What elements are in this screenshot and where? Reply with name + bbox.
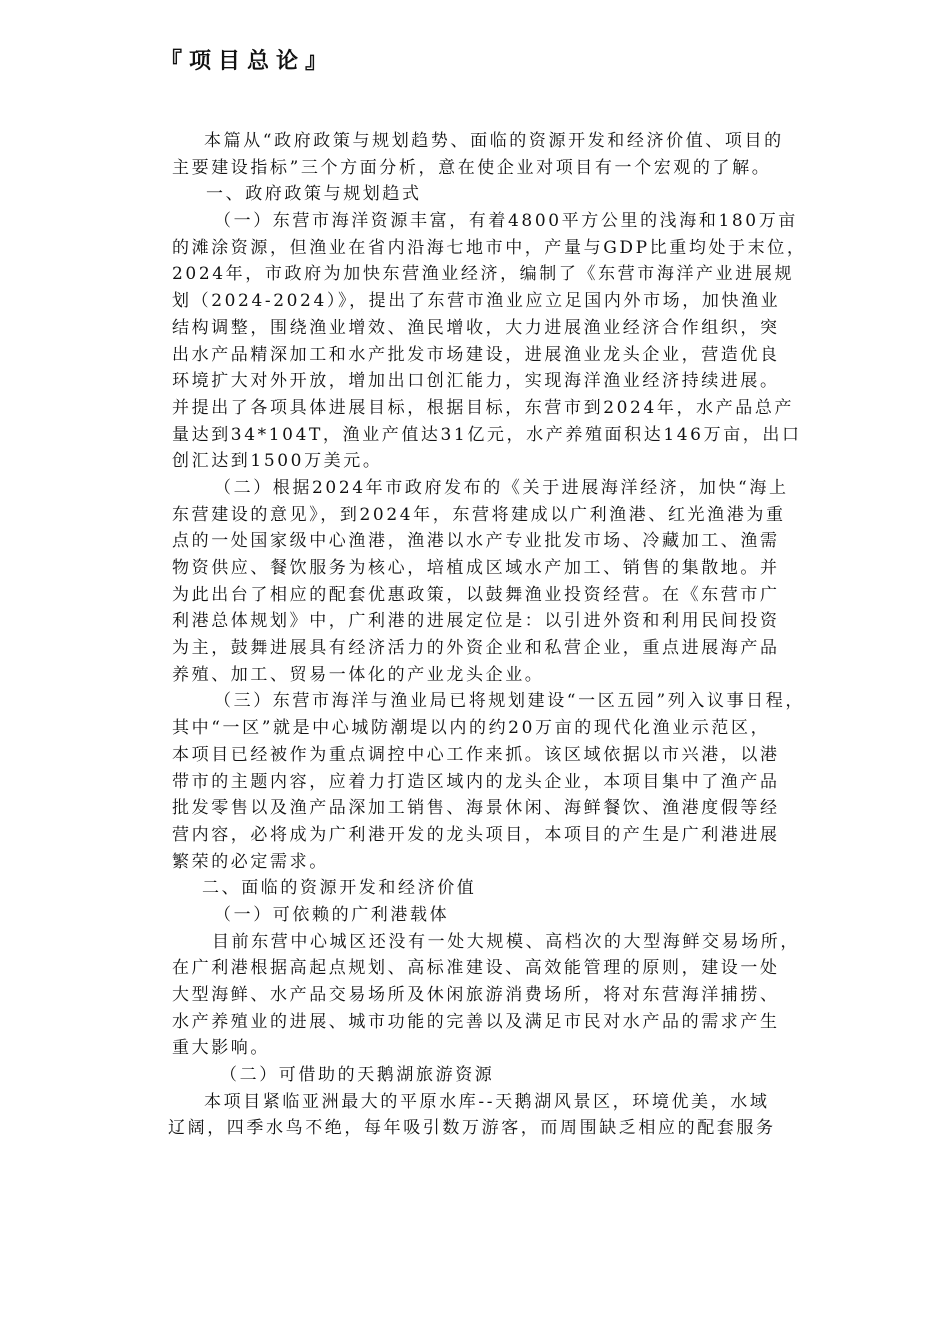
text-line: 并提出了各项具体进展目标，根据目标，东营市到2024年，水产品总产	[172, 397, 795, 418]
text-line: 水产养殖业的进展、城市功能的完善以及满足市民对水产品的需求产生	[172, 1011, 780, 1032]
text-line: 带市的主题内容，应着力打造区域内的龙头企业，本项目集中了渔产品	[172, 771, 780, 792]
subsection-heading: （一）可依赖的广利港载体	[214, 904, 450, 925]
text-line: 在广利港根据高起点规划、高标准建设、高效能管理的原则，建设一处	[172, 958, 780, 979]
text-line: 本项目紧临亚洲最大的平原水库--天鹅湖风景区，环境优美，水域	[204, 1091, 770, 1112]
text-line: 养殖、加工、贸易一体化的产业龙头企业。	[172, 664, 545, 685]
text-line: 营内容，必将成为广利港开发的龙头项目，本项目的产生是广利港进展	[172, 824, 780, 845]
text-line: 点的一处国家级中心渔港，渔港以水产专业批发市场、冷藏加工、渔需	[172, 531, 780, 552]
text-line: 的滩涂资源，但渔业在省内沿海七地市中，产量与GDP比重均处于末位，	[172, 237, 807, 258]
text-line: 2024年，市政府为加快东营渔业经济，编制了《东营市海洋产业进展规	[172, 264, 795, 285]
text-line: 繁荣的必定需求。	[172, 851, 329, 872]
text-line: 物资供应、餐饮服务为核心，培植成区域水产加工、销售的集散地。并	[172, 558, 780, 578]
text-line: 批发零售以及渔产品深加工销售、海景休闲、海鲜餐饮、渔港度假等经	[172, 798, 780, 819]
text-line: 本项目已经被作为重点调控中心工作来抓。该区域依据以市兴港，以港	[172, 744, 780, 765]
text-line: 为此出台了相应的配套优惠政策，以鼓舞渔业投资经营。在《东营市广	[172, 584, 780, 605]
text-line: 创汇达到1500万美元。	[172, 451, 383, 472]
section-heading: 二、面临的资源开发和经济价值	[202, 878, 477, 899]
text-line: 出水产品精深加工和水产批发市场建设，进展渔业龙头企业，营造优良	[172, 344, 780, 365]
text-line: （三）东营市海洋与渔业局已将规划建设“一区五园”列入议事日程，	[214, 691, 805, 712]
text-line: 为主，鼓舞进展具有经济活力的外资企业和私营企业，重点进展海产品	[172, 638, 780, 659]
text-line: 利港总体规划》中，广利港的进展定位是：以引进外资和利用民间投资	[172, 611, 780, 632]
text-line: 重大影响。	[172, 1038, 270, 1059]
text-line: 大型海鲜、水产品交易场所及休闲旅游消费场所，将对东营海洋捕捞、	[172, 985, 780, 1005]
text-line: （一）东营市海洋资源丰富，有着4800平方公里的浅海和180万亩	[214, 211, 798, 232]
text-line: 主要建设指标”三个方面分析，意在使企业对项目有一个宏观的了解。	[172, 157, 772, 178]
text-line: 本篇从“政府政策与规划趋势、面临的资源开发和经济价值、项目的	[204, 131, 784, 151]
text-line: 辽阔，四季水鸟不绝，每年吸引数万游客，而周围缺乏相应的配套服务	[168, 1118, 776, 1139]
text-line: 环境扩大对外开放，增加出口创汇能力，实现海洋渔业经济持续进展。	[172, 371, 780, 392]
page-header: 『项目总论』	[160, 48, 335, 74]
subsection-heading: （二）可借助的天鹅湖旅游资源	[220, 1065, 495, 1086]
text-line: （二）根据2024年市政府发布的《关于进展海洋经济，加快“海上	[214, 477, 789, 498]
text-line: 东营建设的意见》，到2024年，东营将建成以广利渔港、红光渔港为重	[172, 504, 786, 525]
text-line: 量达到34*104T，渔业产值达31亿元，水产养殖面积达146万亩，出口	[172, 424, 802, 445]
text-line: 结构调整，围绕渔业增效、渔民增收，大力进展渔业经济合作组织，突	[172, 317, 780, 338]
text-line: 划（2024-2024）》，提出了东营市渔业应立足国内外市场，加快渔业	[172, 291, 781, 312]
body-text	[168, 128, 892, 1142]
text-line: 其中“一区”就是中心城防潮堤以内的约20万亩的现代化渔业示范区，	[172, 718, 771, 739]
section-heading: 一、政府政策与规划趋式	[206, 184, 422, 205]
text-line: 目前东营中心城区还没有一处大规模、高档次的大型海鲜交易场所，	[212, 931, 800, 952]
